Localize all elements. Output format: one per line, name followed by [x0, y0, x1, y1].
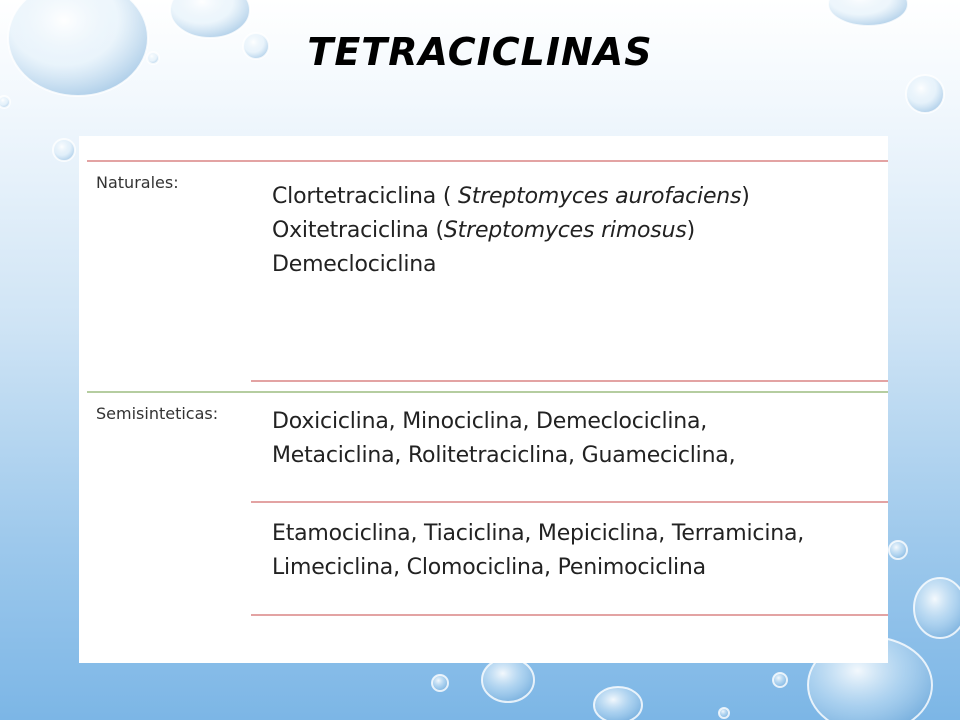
semisinteticas-item: Etamociclina, Tiaciclina, Mepiciclina, Terramicina, [272, 521, 805, 546]
naturales-item: Oxitetraciclina (Streptomyces rimosus) [272, 218, 695, 243]
table-bottom-rule [251, 614, 888, 616]
species-name: Streptomyces rimosus [443, 218, 687, 243]
section-divider [87, 391, 888, 393]
naturales-item: Clortetraciclina ( Streptomyces aurofaciens) [272, 184, 750, 209]
section-rule [251, 380, 888, 382]
species-name: Streptomyces aurofaciens [458, 184, 742, 209]
semisinteticas-item: Doxiciclina, Minociclina, Demeclociclina, [272, 409, 708, 434]
classification-table [79, 136, 888, 663]
semisinteticas-label: Semisinteticas: [96, 404, 219, 423]
semisinteticas-item: Metaciclina, Rolitetraciclina, Guameciclina, [272, 443, 736, 468]
naturales-label: Naturales: [96, 173, 179, 192]
row-rule [251, 501, 888, 503]
semisinteticas-item: Limeciclina, Clomociclina, Penimociclina [272, 555, 706, 580]
naturales-item: Demeclociclina [272, 252, 437, 277]
slide-title: TETRACICLINAS [307, 30, 653, 74]
table-top-rule [87, 160, 888, 162]
